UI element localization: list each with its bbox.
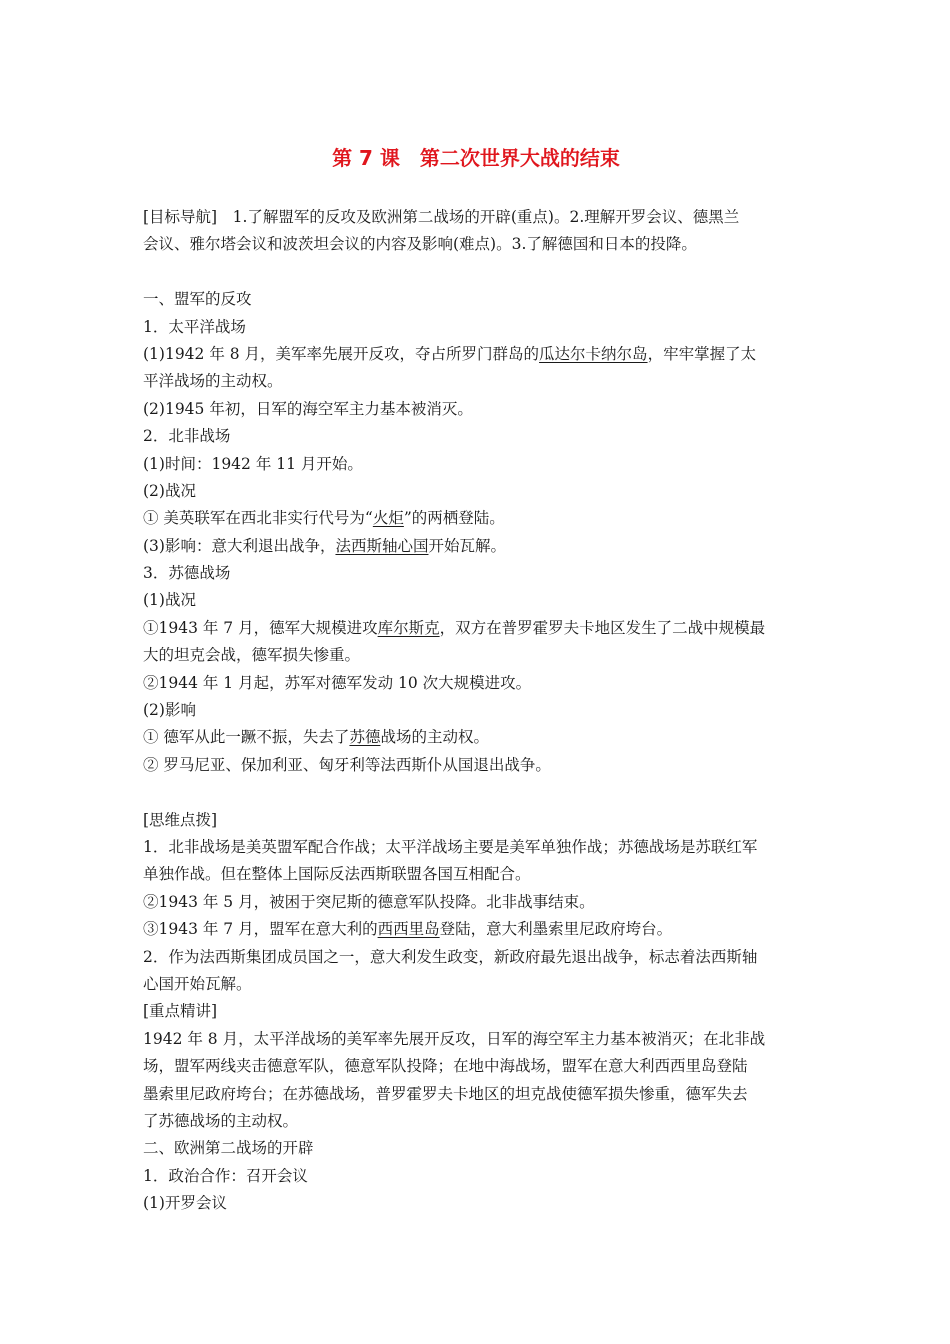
paragraph-line: (1)开罗会议	[143, 1194, 227, 1213]
paragraph-line: ② 罗马尼亚、保加利亚、匈牙利等法西斯仆从国退出战争。	[143, 755, 551, 774]
section-heading: 一、盟军的反攻	[143, 290, 252, 309]
paragraph-line: (1)时间：1942 年 11 月开始。	[143, 454, 363, 473]
paragraph-line: ②1943 年 5 月，被困于突尼斯的德意军队投降。北非战事结束。	[143, 892, 595, 911]
keypoints-heading: [重点精讲]	[143, 1002, 218, 1021]
paragraph-line: (2)1945 年初，日军的海空军主力基本被消灭。	[143, 399, 473, 418]
underlined-keyword: 瓜达尔卡纳尔岛	[539, 344, 648, 363]
subsection-heading: 3．苏德战场	[143, 564, 231, 583]
objectives-line-1: [目标导航] 1.了解盟军的反攻及欧洲第二战场的开辟(重点)。2.理解开罗会议、德黑兰	[143, 208, 740, 226]
paragraph-line: 大的坦克会战，德军损失惨重。	[143, 646, 361, 665]
subsection-heading: 2．北非战场	[143, 427, 231, 446]
paragraph-line	[143, 505, 809, 532]
text-span: 战场的主动权。	[380, 728, 489, 747]
paragraph-line: ②1944 年 1 月起，苏军对德军发动 10 次大规模进攻。	[143, 673, 532, 692]
spacer	[143, 259, 809, 286]
text-span: 登陆，意大利墨索里尼政府垮台。	[439, 920, 673, 939]
paragraph-line: 1942 年 8 月，太平洋战场的美军率先展开反攻，日军的海空军主力基本被消灭；在北非战	[143, 1029, 766, 1048]
section-heading: 二、欧洲第二战场的开辟	[143, 1139, 314, 1158]
paragraph-line: 平洋战场的主动权。	[143, 372, 283, 391]
paragraph-line: 单独作战。但在整体上国际反法西斯联盟各国互相配合。	[143, 865, 531, 884]
text-span: ① 美英联军在西北非实行代号为“	[143, 509, 373, 528]
paragraph-line: (2)战况	[143, 481, 196, 500]
paragraph-line	[143, 341, 809, 368]
spacer	[143, 779, 809, 806]
paragraph-line	[143, 615, 809, 642]
underlined-keyword: 苏德	[349, 728, 381, 747]
text-span: ③1943 年 7 月，盟军在意大利的	[143, 920, 378, 939]
paragraph-line: 2．作为法西斯集团成员国之一，意大利发生政变，新政府最先退出战争，标志着法西斯轴	[143, 947, 758, 966]
objectives-line-2: 会议、雅尔塔会议和波茨坦会议的内容及影响(难点)。3.了解德国和日本的投降。	[143, 235, 697, 254]
text-span: ，牢牢掌握了太	[647, 344, 757, 363]
text-span: (3)影响：意大利退出战争，	[143, 536, 336, 555]
underlined-keyword: 火炬	[372, 509, 404, 528]
paragraph-line: 了苏德战场的主动权。	[143, 1111, 299, 1130]
paragraph-line: (2)影响	[143, 701, 196, 720]
paragraph-line: 心国开始瓦解。	[143, 974, 252, 993]
paragraph-line	[143, 533, 809, 560]
text-span: ，双方在普罗霍罗夫卡地区发生了二战中规模最	[439, 618, 766, 637]
text-span: ①1943 年 7 月，德军大规模进攻	[143, 618, 378, 637]
paragraph-line: 场，盟军两线夹击德意军队，德意军队投降；在地中海战场，盟军在意大利西西里岛登陆	[143, 1057, 748, 1076]
paragraph-line: (1)战况	[143, 591, 196, 610]
underlined-keyword: 法西斯轴心国	[335, 536, 429, 555]
document-body	[143, 204, 809, 1217]
paragraph-line: 墨索里尼政府垮台；在苏德战场，普罗霍罗夫卡地区的坦克战使德军损失惨重，德军失去	[143, 1084, 748, 1103]
paragraph-line	[143, 724, 809, 751]
text-span: ① 德军从此一蹶不振，失去了	[143, 728, 350, 747]
text-span: ”的两栖登陆。	[403, 509, 505, 528]
subsection-heading: 1．太平洋战场	[143, 317, 246, 336]
subsection-heading: 1．政治合作：召开会议	[143, 1166, 308, 1185]
underlined-keyword: 西西里岛	[377, 920, 440, 939]
paragraph-line: 1．北非战场是美英盟军配合作战；太平洋战场主要是美军单独作战；苏德战场是苏联红军	[143, 837, 758, 856]
paragraph-line	[143, 916, 809, 943]
thinking-heading: [思维点拨]	[143, 810, 218, 829]
text-span: (1)1942 年 8 月，美军率先展开反攻，夺占所罗门群岛的	[143, 344, 540, 363]
page-title: 第 7 课 第二次世界大战的结束	[332, 146, 620, 170]
underlined-keyword: 库尔斯克	[377, 618, 440, 637]
text-span: 开始瓦解。	[428, 536, 506, 555]
